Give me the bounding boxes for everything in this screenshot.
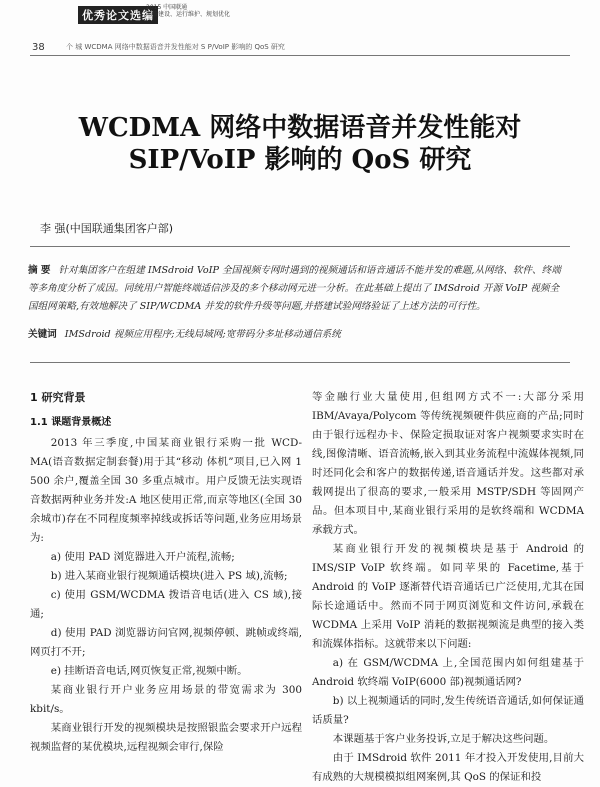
list-item: b) 进入某商业银行视频通话模块(进入 PS 域),流畅; bbox=[50, 570, 288, 582]
left-column bbox=[30, 388, 302, 757]
subsection-heading: 1.1 课题背景概述 bbox=[30, 417, 112, 428]
abstract-text: 针对集团客户在组建 IMSdroid VoIP 全国视频专网时遇到的视频通话和语音通话不能并发的难题,从网络、软件、终端等多角度分析了成因。同统用户智能终端适信涉及的多个移动网元进一分析。在此基础上提出了 IMSdroid 开源 VoIP 视频全国组网策略,有效地解决了 SIP/WCDMA 并发的软件升级等问题,并搭建试验网络验证了上述方法的可行性。 bbox=[28, 265, 561, 312]
paragraph: 等金融行业大量使用,但组网方式不一:大部分采用 IBM/Avaya/Polycom 等传统视频硬件供应商的产品;同时由于银行远程办卡、保险定损取证对客户视频要求实时在线,图像清晰、语音流畅,嵌入到其业务流程中流媒体视频,同时还同化会和客户的数据传递,语音通话并发。这些都对承载网提出了很高的要求,一般采用 MSTP/SDH 等固网产品。但本项目中,某商业银行采用的是软终端和 WCDMA 承载方式。 bbox=[312, 391, 584, 536]
keywords-label: 关键词 bbox=[28, 329, 57, 340]
issue-info bbox=[146, 4, 230, 18]
author-line: 李 强(中国联通集团客户部) bbox=[40, 222, 174, 235]
abstract bbox=[28, 262, 566, 316]
keywords-text: IMSdroid 视频应用程序;无线局域网;宽带码分多址移动通信系统 bbox=[64, 329, 341, 340]
journal-badge: 优秀论文选编 bbox=[78, 6, 158, 24]
header-rule bbox=[30, 55, 570, 56]
list-item: b) 以上视频通话的同时,发生传统语音通话,如何保证通话质量? bbox=[312, 695, 584, 726]
list-item: a) 使用 PAD 浏览器进入开户流程,流畅; bbox=[50, 551, 235, 563]
keywords bbox=[28, 326, 566, 344]
author-rule bbox=[30, 246, 570, 247]
title-line-1: WCDMA 网络中数据语音并发性能对 bbox=[78, 113, 522, 143]
abstract-rule bbox=[30, 362, 570, 363]
list-item: e) 挂断语音电话,网页恢复正常,视频中断。 bbox=[50, 665, 248, 677]
paragraph: 某商业银行开发的视频模块是基于 Android 的 IMS/SIP VoIP 软终端。如同苹果的 Facetime,基于 Android 的 VoIP 逐渐替代语音通话已广泛使用,尤其在国际长途通话中。然而不同于网页浏览和文件访问,承载在 WCDMA 上采用 VoIP 消耗的数据视频流是典型的接入类和流媒体指标。这就带来以下问题: bbox=[312, 543, 584, 650]
right-column bbox=[312, 388, 584, 787]
paragraph: 某商业银行开户业务应用场景的带宽需求为 300 kbit/s。 bbox=[30, 684, 302, 715]
list-item: a) 在 GSM/WCDMA 上,全国范围内如何组建基于 Android 软终端 VoIP(6000 部)视频通话网? bbox=[312, 657, 584, 688]
issue-line-2: 网络建设、运行维护、规划优化 bbox=[146, 11, 231, 18]
abstract-label: 摘 要 bbox=[28, 265, 51, 276]
section-heading: 1 研究背景 bbox=[30, 391, 86, 404]
paragraph: 本课题基于客户业务投诉,立足于解决这些问题。 bbox=[332, 733, 555, 745]
list-item: d) 使用 PAD 浏览器访问官网,视频停顿、跳帧或终端,网页打不开; bbox=[30, 627, 302, 658]
article-title bbox=[0, 112, 600, 176]
title-line-2: SIP/VoIP 影响的 QoS 研究 bbox=[128, 145, 472, 175]
page-header bbox=[0, 0, 600, 56]
running-head: 个 城 WCDMA 网络中数据语音并发性能对 S P/VoIP 影响的 QoS 研究 bbox=[66, 43, 285, 51]
page-number: 38 bbox=[32, 42, 45, 53]
list-item: c) 使用 GSM/WCDMA 拨语音电话(进入 CS 域),接通; bbox=[30, 589, 302, 620]
paragraph: 某商业银行开发的视频模块是按照银监会要求开户远程视频监督的某优模块,远程视频会审行,保险 bbox=[30, 722, 302, 753]
paragraph: 由于 IMSdroid 软件 2011 年才投入开发使用,目前大有成熟的大规模模拟组网案例,其 QoS 的保证和投 bbox=[312, 752, 584, 783]
paragraph: 2013 年三季度,中国某商业银行采购一批 WCD-MA(语音数据定制套餐)用于其“移动 体机”项目,已入网 1 500 余户,覆盖全国 30 多重点城市。用户反馈无法实现语音数据两种业务并发:A 地区使用正常,而京等地区(全国 30 余城市)存在不同程度频率掉线或拆话等问题,业务应用场景为: bbox=[30, 437, 302, 544]
issue-line-1: 2015 中国联通 bbox=[146, 4, 188, 11]
